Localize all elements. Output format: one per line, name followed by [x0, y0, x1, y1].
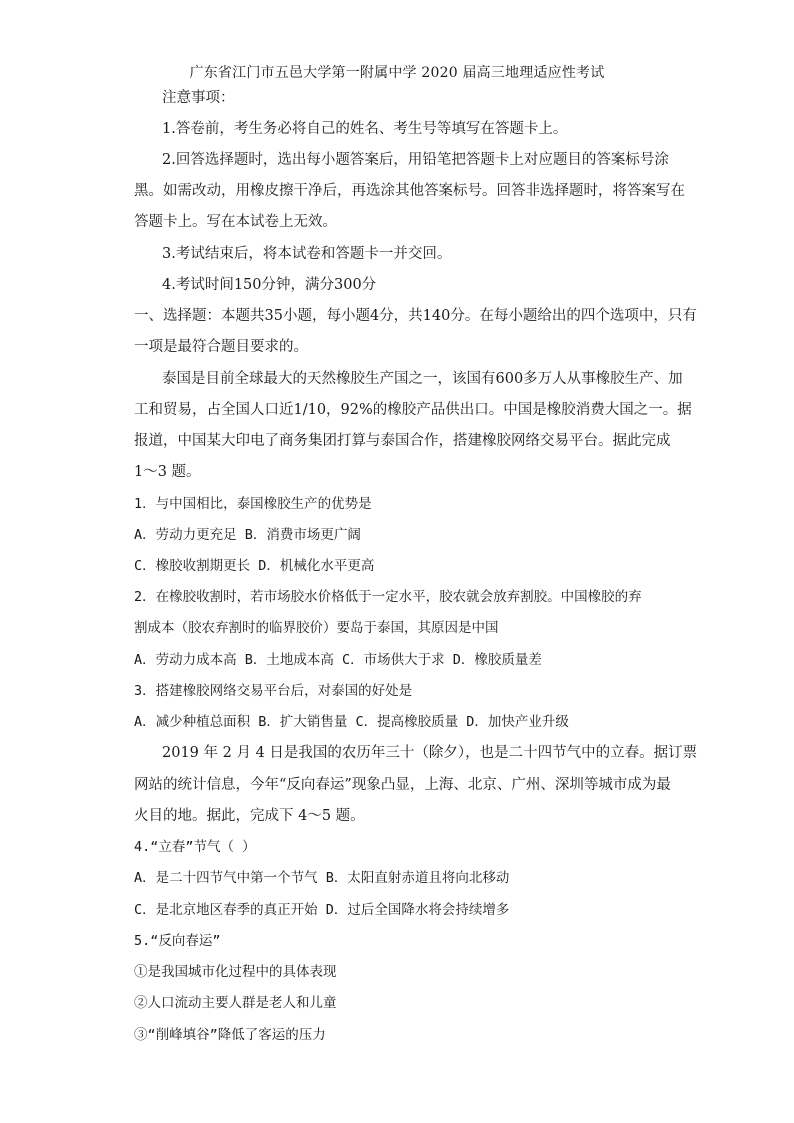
question-4-options: C．是北京地区春季的真正开始 D．过后全国降水将会持续增多 — [134, 902, 510, 918]
notice-item: 答题卡上。写在本试卷上无效。 — [134, 214, 337, 230]
question-1-options: A．劳动力更充足 B．消费市场更广阔 — [134, 527, 361, 543]
question-2-stem-cont: 割成本（胶农弃割时的临界胶价）要岛于泰国，其原因是中国 — [134, 620, 499, 636]
question-2-options: A．劳动力成本高 B．土地成本高 C．市场供大于求 D．橡胶质量差 — [134, 652, 542, 668]
notice-item: 1.答卷前，考生务必将自己的姓名、考生号等填写在答题卡上。 — [162, 121, 568, 137]
question-5-stem: 5.“反向春运” — [134, 933, 221, 949]
passage-line: 1～3 题。 — [134, 464, 201, 480]
question-5-item: ①是我国城市化过程中的具体表现 — [134, 964, 337, 980]
question-5-item: ②人口流动主要人群是老人和儿童 — [134, 995, 337, 1011]
notice-heading: 注意事项： — [162, 90, 235, 106]
passage-line: 火目的地。据此，完成下 4～5 题。 — [134, 808, 365, 824]
question-4-options: A．是二十四节气中第一个节气 B．太阳直射赤道且将向北移动 — [134, 870, 510, 886]
notice-item: 4.考试时间150分钟，满分300分 — [162, 277, 377, 293]
passage-line: 工和贸易，占全国人口近1/10，92%的橡胶产品供出口。中国是橡胶消费大国之一。据 — [134, 402, 692, 418]
question-1-options: C．橡胶收割期更长 D．机械化水平更高 — [134, 558, 375, 574]
question-1-stem: 1．与中国相比，泰国橡胶生产的优势是 — [134, 496, 372, 512]
question-4-stem: 4.“立春”节气（ ） — [134, 839, 256, 855]
exam-title: 广东省江门市五邑大学第一附属中学 2020 届高三地理适应性考试 — [189, 65, 605, 81]
passage-line: 报道，中国某大印电了商务集团打算与泰国合作，搭建橡胶网络交易平台。据此完成 — [134, 433, 671, 449]
passage-line: 2019 年 2 月 4 日是我国的农历年三十（除夕），也是二十四节气中的立春。据订票 — [162, 745, 698, 761]
question-2-stem: 2．在橡胶收割时，若市场胶水价格低于一定水平，胶农就会放弃割胶。中国橡胶的弃 — [134, 589, 642, 605]
notice-item: 3.考试结束后，将本试卷和答题卡一并交回。 — [162, 246, 452, 262]
passage-line: 网站的统计信息，今年“反向春运”现象凸显，上海、北京、广州、深圳等城市成为最 — [134, 777, 671, 793]
section-heading: 一、选择题：本题共35小题，每小题4分，共140分。在每小题给出的四个选项中，只有 — [134, 308, 697, 324]
question-3-options: A．减少种植总面积 B．扩大销售量 C．提高橡胶质量 D．加快产业升级 — [134, 714, 569, 730]
passage-line: 泰国是目前全球最大的天然橡胶生产国之一，该国有600多万人从事橡胶生产、加 — [162, 371, 683, 387]
notice-item: 2.回答选择题时，选出每小题答案后，用铅笔把答题卡上对应题目的答案标号涂 — [162, 152, 669, 168]
notice-item: 黑。如需改动，用橡皮擦干净后，再选涂其他答案标号。回答非选择题时，将答案写在 — [134, 183, 685, 199]
question-3-stem: 3．搭建橡胶网络交易平台后，对泰国的好处是 — [134, 683, 413, 699]
question-5-item: ③“削峰填谷”降低了客运的压力 — [134, 1027, 326, 1043]
section-heading-cont: 一项是最符合题目要求的。 — [134, 339, 308, 355]
